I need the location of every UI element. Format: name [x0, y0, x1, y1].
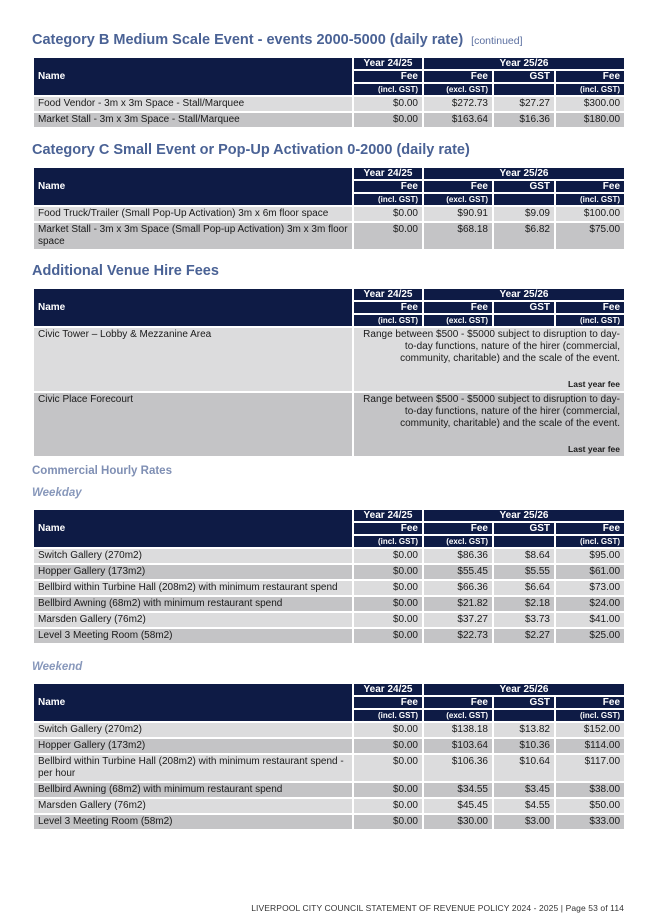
fee-name: Hopper Gallery (173m2) [33, 738, 353, 754]
fee-excl-gst: $90.91 [423, 206, 493, 222]
fee-gst: $6.82 [493, 222, 555, 250]
column-header-excl-gst: (excl. GST) [423, 314, 493, 327]
column-header-fee: Fee [555, 696, 625, 709]
fee-incl-gst: $61.00 [555, 564, 625, 580]
fee-excl-gst: $138.18 [423, 722, 493, 738]
fee-year-prev: $0.00 [353, 612, 423, 628]
column-header-blank [493, 83, 555, 96]
fee-name: Level 3 Meeting Room (58m2) [33, 814, 353, 830]
fee-year-prev: $0.00 [353, 782, 423, 798]
fee-name: Hopper Gallery (173m2) [33, 564, 353, 580]
fee-description: Range between $500 - $5000 subject to disruption to day-to-day functions, nature of the hirer (commercial, community, charitable) and the scale of the event. [363, 394, 621, 429]
fee-excl-gst: $22.73 [423, 628, 493, 644]
column-header-fee: Fee [555, 180, 625, 193]
column-header-fee: Fee [423, 180, 493, 193]
fee-year-prev: $0.00 [353, 814, 423, 830]
table-row [33, 580, 625, 596]
fee-year-prev: $0.00 [353, 722, 423, 738]
table-row [33, 754, 625, 782]
column-header-fee: Fee [555, 301, 625, 314]
fee-name: Bellbird Awning (68m2) with minimum restaurant spend [33, 596, 353, 612]
fee-year-prev: $0.00 [353, 96, 423, 112]
fee-name: Civic Tower – Lobby & Mezzanine Area [33, 327, 353, 392]
table-row [33, 206, 625, 222]
fee-year-prev: $0.00 [353, 596, 423, 612]
fee-table-weekend [32, 682, 626, 831]
fee-excl-gst: $66.36 [423, 580, 493, 596]
last-year-fee-label: Last year fee [568, 444, 621, 454]
table-row [33, 222, 625, 250]
column-header-incl-gst: (incl. GST) [555, 193, 625, 206]
fee-incl-gst: $300.00 [555, 96, 625, 112]
column-header-incl-gst: (incl. GST) [555, 314, 625, 327]
section-heading-additional-venue: Additional Venue Hire Fees [32, 263, 219, 279]
column-header-fee: Fee [423, 696, 493, 709]
fee-gst: $5.55 [493, 564, 555, 580]
fee-name: Civic Place Forecourt [33, 392, 353, 457]
fee-excl-gst: $45.45 [423, 798, 493, 814]
fee-gst: $3.00 [493, 814, 555, 830]
fee-gst: $8.64 [493, 548, 555, 564]
column-header-incl-gst: (incl. GST) [353, 314, 423, 327]
fee-incl-gst: $152.00 [555, 722, 625, 738]
column-header-excl-gst: (excl. GST) [423, 535, 493, 548]
fee-gst: $3.73 [493, 612, 555, 628]
fee-name: Bellbird within Turbine Hall (208m2) with minimum restaurant spend - per hour [33, 754, 353, 782]
column-header-blank [493, 709, 555, 722]
table-row [33, 327, 625, 392]
fee-name: Market Stall - 3m x 3m Space (Small Pop-up Activation) 3m x 3m floor space [33, 222, 353, 250]
continued-label: [continued] [471, 35, 523, 47]
table-row [33, 782, 625, 798]
fee-table-weekday [32, 508, 626, 645]
fee-name: Switch Gallery (270m2) [33, 722, 353, 738]
column-header-fee: Fee [353, 70, 423, 83]
table-row [33, 612, 625, 628]
column-header-fee: Fee [353, 522, 423, 535]
fee-excl-gst: $55.45 [423, 564, 493, 580]
page-footer: LIVERPOOL CITY COUNCIL STATEMENT OF REVENUE POLICY 2024 - 2025 | Page 53 of 114 [251, 903, 624, 913]
column-header-gst: GST [493, 180, 555, 193]
fee-name: Bellbird within Turbine Hall (208m2) with minimum restaurant spend [33, 580, 353, 596]
fee-year-prev: $0.00 [353, 628, 423, 644]
fee-incl-gst: $24.00 [555, 596, 625, 612]
fee-name: Market Stall - 3m x 3m Space - Stall/Marquee [33, 112, 353, 128]
column-header-name: Name [33, 683, 353, 722]
column-header-incl-gst: (incl. GST) [353, 193, 423, 206]
column-header-year-curr: Year 25/26 [423, 167, 625, 180]
table-row [33, 798, 625, 814]
fee-incl-gst: $25.00 [555, 628, 625, 644]
table-row [33, 96, 625, 112]
section-heading-commercial-hourly: Commercial Hourly Rates [32, 465, 172, 477]
column-header-blank [493, 193, 555, 206]
fee-name: Switch Gallery (270m2) [33, 548, 353, 564]
table-row [33, 392, 625, 457]
fee-gst: $27.27 [493, 96, 555, 112]
column-header-fee: Fee [423, 522, 493, 535]
fee-description-cell [353, 327, 625, 392]
table-row [33, 112, 625, 128]
fee-gst: $6.64 [493, 580, 555, 596]
fee-excl-gst: $272.73 [423, 96, 493, 112]
fee-excl-gst: $68.18 [423, 222, 493, 250]
fee-name: Marsden Gallery (76m2) [33, 612, 353, 628]
column-header-year-prev: Year 24/25 [353, 167, 423, 180]
fee-incl-gst: $33.00 [555, 814, 625, 830]
table-row [33, 564, 625, 580]
column-header-blank [493, 314, 555, 327]
column-header-fee: Fee [555, 522, 625, 535]
fee-name: Marsden Gallery (76m2) [33, 798, 353, 814]
column-header-year-curr: Year 25/26 [423, 683, 625, 696]
fee-incl-gst: $100.00 [555, 206, 625, 222]
fee-gst: $2.18 [493, 596, 555, 612]
column-header-gst: GST [493, 696, 555, 709]
column-header-excl-gst: (excl. GST) [423, 193, 493, 206]
column-header-year-prev: Year 24/25 [353, 509, 423, 522]
fee-incl-gst: $73.00 [555, 580, 625, 596]
fee-excl-gst: $86.36 [423, 548, 493, 564]
fee-excl-gst: $34.55 [423, 782, 493, 798]
column-header-name: Name [33, 57, 353, 96]
fee-incl-gst: $41.00 [555, 612, 625, 628]
column-header-year-prev: Year 24/25 [353, 57, 423, 70]
column-header-incl-gst: (incl. GST) [555, 709, 625, 722]
column-header-year-curr: Year 25/26 [423, 288, 625, 301]
subheading-weekend: Weekend [32, 661, 83, 673]
fee-gst: $2.27 [493, 628, 555, 644]
fee-table-category-c [32, 166, 626, 251]
fee-year-prev: $0.00 [353, 738, 423, 754]
last-year-fee-label: Last year fee [568, 379, 621, 389]
column-header-excl-gst: (excl. GST) [423, 709, 493, 722]
column-header-gst: GST [493, 301, 555, 314]
column-header-name: Name [33, 288, 353, 327]
fee-excl-gst: $163.64 [423, 112, 493, 128]
fee-name: Bellbird Awning (68m2) with minimum restaurant spend [33, 782, 353, 798]
column-header-fee: Fee [353, 696, 423, 709]
column-header-incl-gst: (incl. GST) [353, 709, 423, 722]
column-header-incl-gst: (incl. GST) [555, 83, 625, 96]
fee-excl-gst: $30.00 [423, 814, 493, 830]
fee-incl-gst: $75.00 [555, 222, 625, 250]
fee-gst: $10.64 [493, 754, 555, 782]
fee-year-prev: $0.00 [353, 754, 423, 782]
column-header-incl-gst: (incl. GST) [353, 83, 423, 96]
table-row [33, 596, 625, 612]
column-header-fee: Fee [555, 70, 625, 83]
table-row [33, 548, 625, 564]
fee-gst: $9.09 [493, 206, 555, 222]
fee-year-prev: $0.00 [353, 580, 423, 596]
section-heading-category-b: Category B Medium Scale Event - events 2000-5000 (daily rate) [continued] [32, 32, 523, 48]
fee-year-prev: $0.00 [353, 564, 423, 580]
fee-year-prev: $0.00 [353, 112, 423, 128]
fee-table-additional-venue [32, 287, 626, 458]
fee-name: Food Vendor - 3m x 3m Space - Stall/Marquee [33, 96, 353, 112]
fee-year-prev: $0.00 [353, 206, 423, 222]
fee-incl-gst: $114.00 [555, 738, 625, 754]
column-header-gst: GST [493, 70, 555, 83]
fee-year-prev: $0.00 [353, 798, 423, 814]
fee-gst: $13.82 [493, 722, 555, 738]
column-header-year-prev: Year 24/25 [353, 683, 423, 696]
fee-description: Range between $500 - $5000 subject to disruption to day-to-day functions, nature of the hirer (commercial, community, charitable) and the scale of the event. [363, 329, 621, 364]
fee-gst: $10.36 [493, 738, 555, 754]
table-row [33, 722, 625, 738]
table-row [33, 628, 625, 644]
subheading-weekday: Weekday [32, 487, 82, 499]
fee-incl-gst: $180.00 [555, 112, 625, 128]
column-header-name: Name [33, 509, 353, 548]
fee-year-prev: $0.00 [353, 222, 423, 250]
column-header-fee: Fee [353, 301, 423, 314]
fee-incl-gst: $50.00 [555, 798, 625, 814]
fee-incl-gst: $38.00 [555, 782, 625, 798]
fee-incl-gst: $95.00 [555, 548, 625, 564]
column-header-year-curr: Year 25/26 [423, 57, 625, 70]
column-header-excl-gst: (excl. GST) [423, 83, 493, 96]
column-header-fee: Fee [423, 70, 493, 83]
fee-gst: $16.36 [493, 112, 555, 128]
fee-name: Level 3 Meeting Room (58m2) [33, 628, 353, 644]
column-header-blank [493, 535, 555, 548]
column-header-fee: Fee [353, 180, 423, 193]
fee-year-prev: $0.00 [353, 548, 423, 564]
section-heading-category-c: Category C Small Event or Pop-Up Activation 0-2000 (daily rate) [32, 142, 470, 158]
fee-excl-gst: $106.36 [423, 754, 493, 782]
column-header-fee: Fee [423, 301, 493, 314]
table-row [33, 738, 625, 754]
fee-excl-gst: $21.82 [423, 596, 493, 612]
fee-excl-gst: $37.27 [423, 612, 493, 628]
fee-incl-gst: $117.00 [555, 754, 625, 782]
fee-table-category-b [32, 56, 626, 129]
table-row [33, 814, 625, 830]
column-header-name: Name [33, 167, 353, 206]
column-header-incl-gst: (incl. GST) [353, 535, 423, 548]
fee-gst: $4.55 [493, 798, 555, 814]
fee-gst: $3.45 [493, 782, 555, 798]
column-header-year-prev: Year 24/25 [353, 288, 423, 301]
column-header-year-curr: Year 25/26 [423, 509, 625, 522]
fee-name: Food Truck/Trailer (Small Pop-Up Activation) 3m x 6m floor space [33, 206, 353, 222]
fee-description-cell [353, 392, 625, 457]
column-header-gst: GST [493, 522, 555, 535]
fee-excl-gst: $103.64 [423, 738, 493, 754]
column-header-incl-gst: (incl. GST) [555, 535, 625, 548]
